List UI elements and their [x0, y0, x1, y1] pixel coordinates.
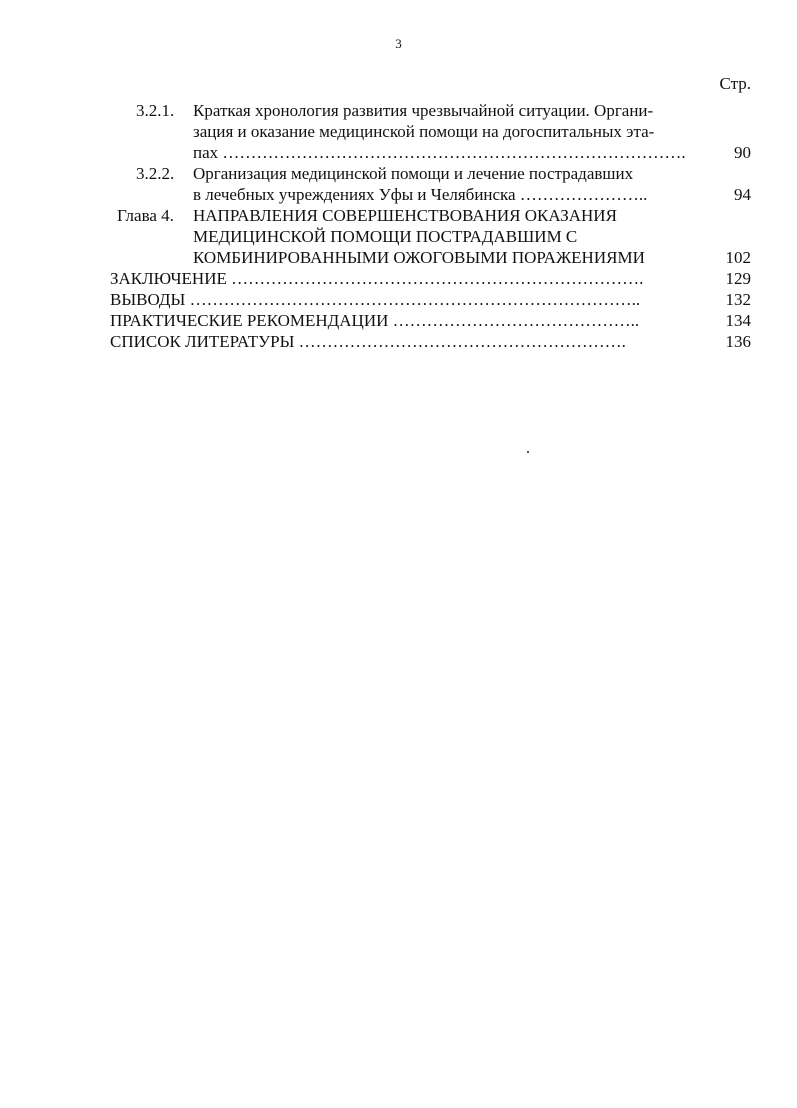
toc-entry-page: 94	[734, 185, 751, 204]
toc-entry-title-line: зация и оказание медицинской помощи на догоспитальных эта-	[193, 122, 655, 141]
toc-entry-page: 90	[734, 143, 751, 162]
toc-entry-number: 3.2.1.	[136, 101, 175, 120]
toc-entry-title-line: в лечебных учреждениях Уфы и Челябинска …………………..	[193, 185, 648, 204]
toc-entry-title-line: НАПРАВЛЕНИЯ СОВЕРШЕНСТВОВАНИЯ ОКАЗАНИЯ	[193, 206, 617, 225]
toc-entry-title-line: СПИСОК ЛИТЕРАТУРЫ ………………………………………………….	[110, 332, 626, 351]
toc-entry-number: 3.2.2.	[136, 164, 175, 183]
toc-entry-page: 136	[725, 332, 751, 351]
toc-entry-title-line: ЗАКЛЮЧЕНИЕ ……………………………………………………………….	[110, 269, 644, 288]
toc-entry-page: 129	[725, 269, 751, 288]
toc-entry-page: 102	[725, 248, 751, 267]
toc-entry-title-line: КОМБИНИРОВАННЫМИ ОЖОГОВЫМИ ПОРАЖЕНИЯМИ	[193, 248, 645, 267]
toc-entry-title-line: Организация медицинской помощи и лечение пострадавших	[193, 164, 634, 183]
toc-entry-page: 134	[725, 311, 751, 330]
toc-entry-title-line: ВЫВОДЫ ……………………………………………………………………..	[110, 290, 641, 309]
toc-entry-number: Глава 4.	[117, 206, 174, 225]
toc-entry-title-line: ПРАКТИЧЕСКИЕ РЕКОМЕНДАЦИИ ……………………………………..	[110, 311, 640, 330]
toc-entry-title-line: Краткая хронология развития чрезвычайной ситуации. Органи-	[193, 101, 654, 120]
toc-entry-title-line: пах ……………………………………………………………………….	[193, 143, 686, 162]
scan-speck	[527, 451, 529, 453]
page-number: 3	[395, 36, 402, 51]
toc-entry-page: 132	[725, 290, 751, 309]
toc-entry-title-line: МЕДИЦИНСКОЙ ПОМОЩИ ПОСТРАДАВШИМ С	[193, 227, 578, 246]
page-column-header: Стр.	[719, 74, 751, 93]
